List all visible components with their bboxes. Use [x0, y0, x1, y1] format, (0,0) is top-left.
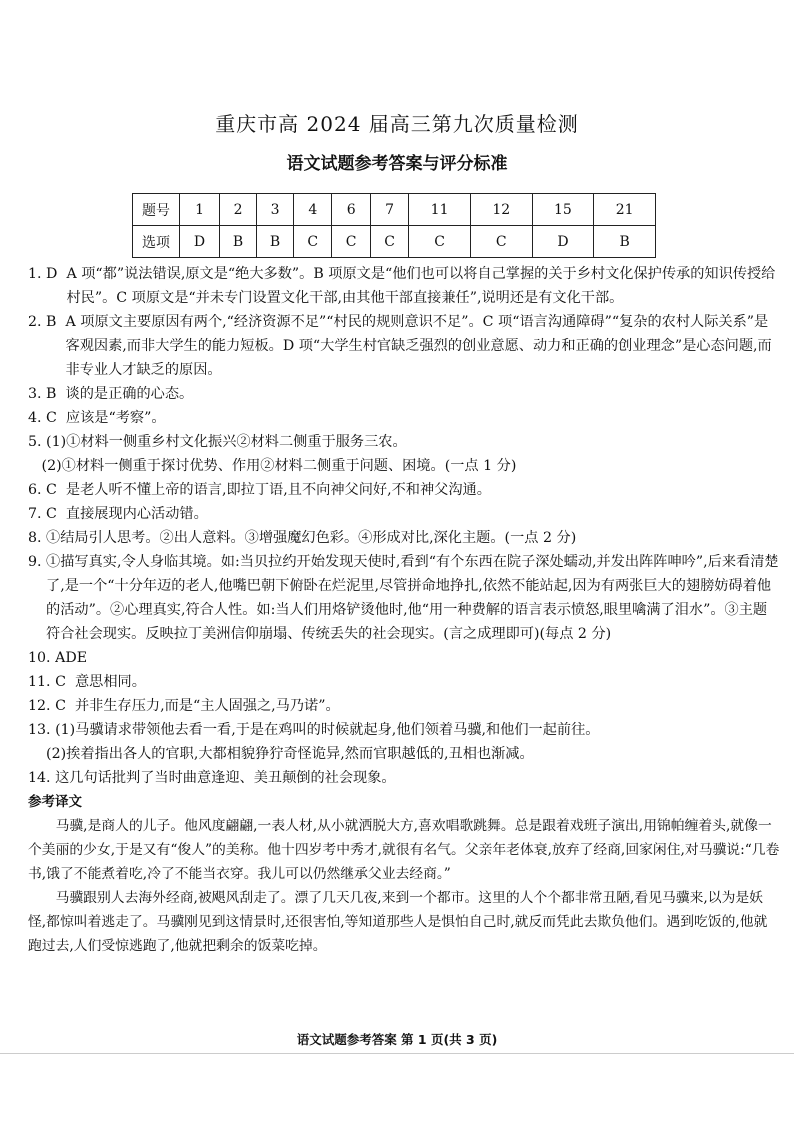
item-number: 1. D [28, 266, 67, 282]
row-label-question: 题号 [133, 194, 180, 226]
question-number-cell: 3 [257, 194, 294, 226]
option-cell: C [470, 226, 532, 258]
question-number-cell: 6 [332, 194, 370, 226]
item-text: (2)挨着指出各人的官职,大都相貌狰狞奇怪诡异,然而官职越低的,丑相也渐减。 [46, 746, 534, 762]
answer-item [28, 742, 780, 766]
answer-item [28, 382, 780, 406]
answer-table [132, 193, 656, 258]
item-number [28, 742, 46, 766]
item-number: 8. [28, 530, 47, 546]
answer-item [28, 406, 780, 430]
option-cell: B [220, 226, 257, 258]
answer-item [28, 262, 780, 310]
item-text: A 项“都”说法错误,原文是“绝大多数”。B 项原文是“他们也可以将自己掌握的关于乡村文化保护传承的知识传授给村民”。C 项原文是“并未专门设置文化干部,由其他干部直接兼任”,说明还是有文化干部。 [66, 266, 776, 306]
page-subtitle: 语文试题参考答案与评分标准 [286, 154, 508, 174]
item-text: (2)①材料一侧重于探讨优势、作用②材料二侧重于问题、困境。(一点 1 分) [41, 458, 517, 474]
question-number-cell: 15 [532, 194, 594, 226]
option-row [133, 226, 656, 258]
translation-paragraph: 马骥,是商人的儿子。他风度翩翩,一表人材,从小就洒脱大方,喜欢唱歌跳舞。总是跟着戏班子演出,用锦帕缠着头,就像一个美丽的少女,于是又有“俊人”的美称。他十四岁考中秀才,就很有名气。父亲年老体衰,放弃了经商,回家闲住,对马骥说:“几卷书,饿了不能煮着吃,冷了不能当衣穿。我儿可以仍然继承父业去经商。” [28, 818, 780, 882]
question-number-cell: 12 [470, 194, 532, 226]
item-text: 直接展现内心活动错。 [65, 506, 208, 522]
question-number-cell: 4 [294, 194, 332, 226]
answer-item [28, 502, 780, 526]
item-text: A 项原文主要原因有两个,“经济资源不足”“村民的规则意识不足”。C 项“语言沟通障碍”“复杂的农村人际关系”是客观因素,而非大学生的能力短板。D 项“大学生村官缺乏强烈的创业意愿、动力和正确的创业理念”是心态问题,而非专业人才缺乏的原因。 [65, 314, 772, 378]
item-text: (1)①材料一侧重乡村文化振兴②材料二侧重于服务三农。 [46, 434, 407, 450]
item-number: 11. C [28, 674, 75, 690]
answer-item [28, 550, 780, 646]
item-text: 这几句话批判了当时曲意逢迎、美丑颠倒的社会现象。 [55, 770, 396, 786]
item-text: 是老人听不懂上帝的语言,即拉丁语,且不向神父问好,不和神父沟通。 [65, 482, 491, 498]
item-number: 4. C [28, 410, 66, 426]
page-footer: 语文试题参考答案 第 1 页(共 3 页) [296, 1032, 498, 1047]
answer-item [28, 526, 780, 550]
question-number-cell: 21 [594, 194, 656, 226]
item-number: 7. C [28, 506, 66, 522]
item-number: 14. [28, 770, 56, 786]
question-number-row [133, 194, 656, 226]
item-text: 并非生存压力,而是“主人固强之,马乃诺”。 [74, 698, 340, 714]
answer-explanations [28, 262, 780, 958]
answer-item [28, 646, 780, 670]
question-number-cell: 7 [370, 194, 408, 226]
page-title: 重庆市高 2024 届高三第九次质量检测 [215, 112, 579, 136]
item-number: 6. C [28, 482, 66, 498]
answer-item [28, 766, 780, 790]
item-text: 意思相同。 [74, 674, 146, 690]
answer-item [28, 694, 780, 718]
answer-item [28, 310, 780, 382]
option-cell: C [294, 226, 332, 258]
item-text: (1)马骥请求带领他去看一看,于是在鸡叫的时候就起身,他们领着马骥,和他们一起前往。 [55, 722, 600, 738]
item-text: ①结局引人思考。②出人意料。③增强魔幻色彩。④形成对比,深化主题。(一点 2 分) [46, 530, 577, 546]
question-number-cell: 2 [220, 194, 257, 226]
item-number: 10. [28, 650, 56, 666]
option-cell: C [370, 226, 408, 258]
translation-paragraph: 马骥跟别人去海外经商,被飓风刮走了。漂了几天几夜,来到一个都市。这里的人个个都非常丑陋,看见马骥来,以为是妖怪,都惊叫着逃走了。马骥刚见到这情景时,还很害怕,等知道那些人是惧怕自己时,就反而凭此去欺负他们。遇到吃饭的,他就跑过去,人们受惊逃跑了,他就把剩余的饭菜吃掉。 [28, 890, 768, 954]
item-text: 应该是“考察”。 [65, 410, 166, 426]
item-number: 13. [28, 722, 56, 738]
option-cell: C [409, 226, 471, 258]
answer-item [28, 718, 780, 742]
option-cell: D [180, 226, 220, 258]
question-number-cell: 11 [409, 194, 471, 226]
option-cell: C [332, 226, 370, 258]
item-text: ADE [55, 650, 88, 666]
option-cell: B [594, 226, 656, 258]
question-number-cell: 1 [180, 194, 220, 226]
footer-divider [0, 1053, 794, 1054]
answer-item [28, 430, 780, 454]
item-text: ①描写真实,令人身临其境。如:当贝拉约开始发现天使时,看到“有个东西在院子深处蠕动,并发出阵阵呻吟”,后来看清楚了,是一个“十分年迈的老人,他嘴巴朝下俯卧在烂泥里,尽管拼命地挣扎,依然不能站起,因为有两张巨大的翅膀妨碍着他的活动”。②心理真实,符合人性。如:当人们用烙铲烫他时,他“用一种费解的语言表示愤怒,眼里噙满了泪水”。③主题符合社会现实。反映拉丁美洲信仰崩塌、传统丢失的社会现实。(言之成理即可)(每点 2 分) [46, 554, 779, 642]
item-number: 5. [28, 434, 47, 450]
translation-heading: 参考译文 [28, 794, 82, 810]
row-label-option: 选项 [133, 226, 180, 258]
item-number: 2. B [28, 314, 66, 330]
item-text: 谈的是正确的心态。 [65, 386, 194, 402]
answer-item [28, 454, 780, 478]
item-number: 9. [28, 554, 47, 570]
option-cell: D [532, 226, 594, 258]
option-cell: B [257, 226, 294, 258]
answer-item [28, 670, 780, 694]
answer-item [28, 478, 780, 502]
item-number [28, 454, 42, 478]
item-number: 3. B [28, 386, 66, 402]
item-number: 12. C [28, 698, 75, 714]
